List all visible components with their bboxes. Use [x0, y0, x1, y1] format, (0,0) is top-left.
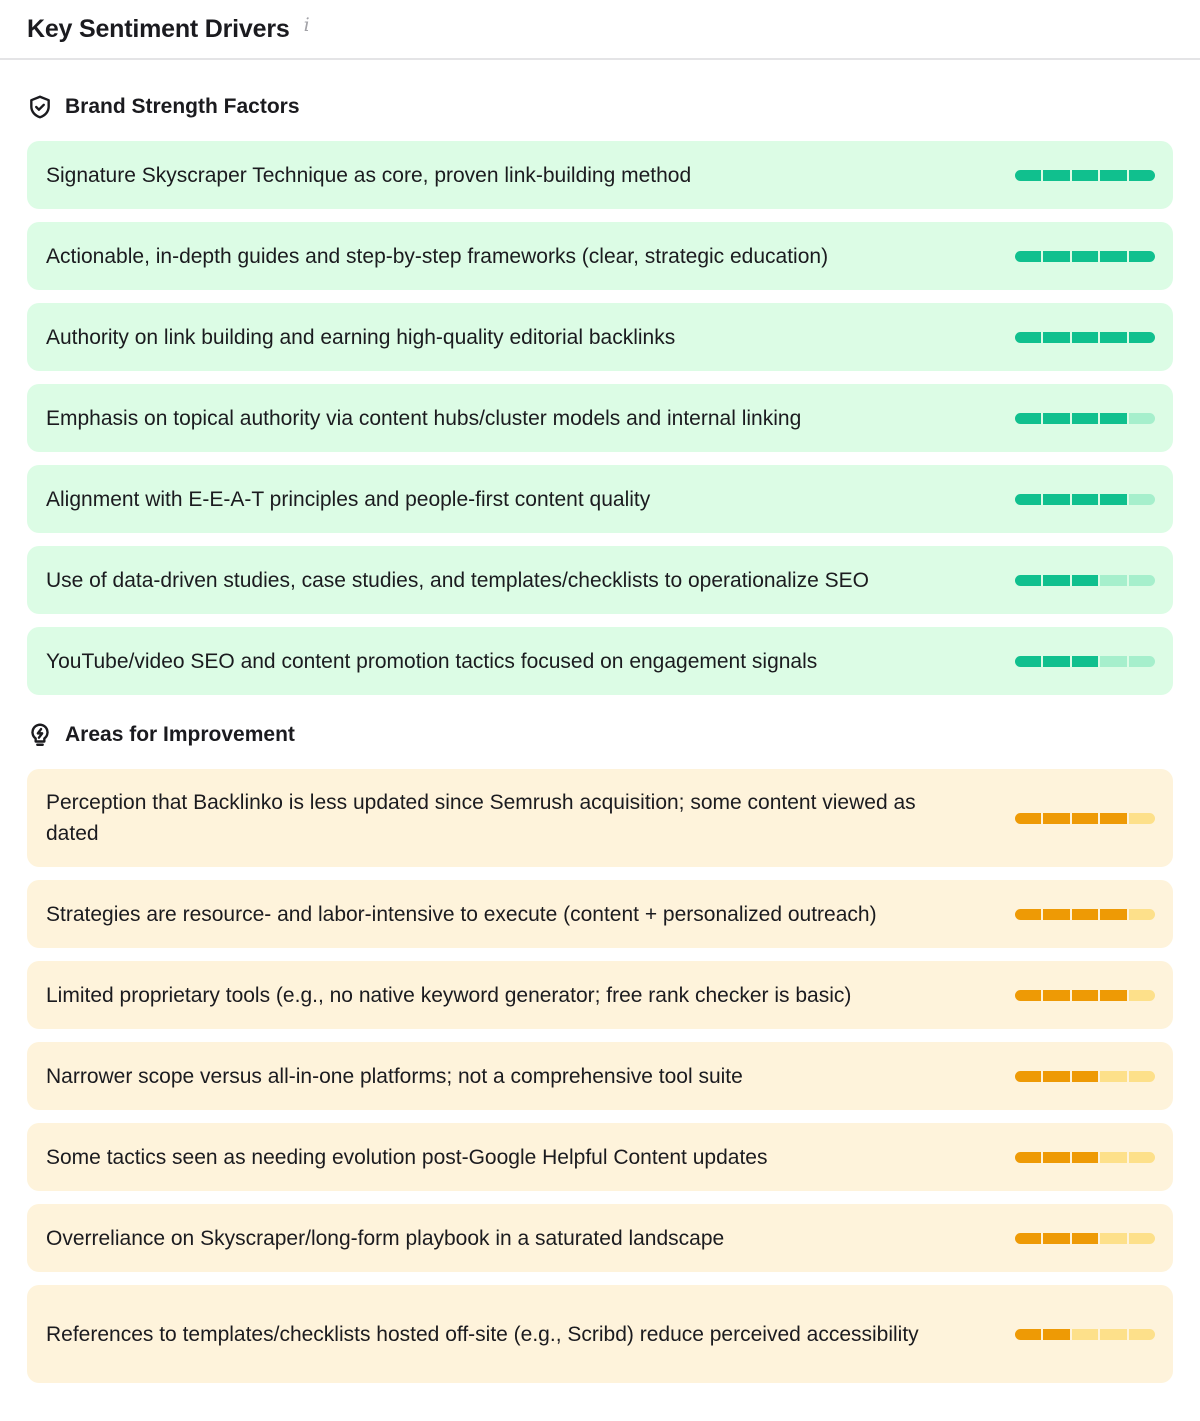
- score-bar: [1015, 909, 1155, 920]
- brand-strength-section: [0, 87, 1200, 695]
- driver-text: Actionable, in-depth guides and step-by-step frameworks (clear, strategic education): [46, 244, 829, 268]
- driver-text: YouTube/video SEO and content promotion tactics focused on engagement signals: [46, 649, 818, 673]
- score-segment: [1100, 413, 1126, 424]
- score-segment: [1072, 1071, 1098, 1082]
- score-bar: [1015, 656, 1155, 667]
- score-segment: [1072, 909, 1098, 920]
- score-segment: [1043, 494, 1069, 505]
- driver-card: [27, 303, 1173, 371]
- score-segment: [1100, 1152, 1126, 1163]
- score-bar: [1015, 1329, 1155, 1340]
- score-segment: [1043, 656, 1069, 667]
- score-segment: [1043, 332, 1069, 343]
- lightbulb-icon: [27, 722, 53, 748]
- info-icon[interactable]: i: [303, 14, 310, 36]
- page-title: Key Sentiment Drivers: [27, 14, 290, 43]
- score-bar: [1015, 575, 1155, 586]
- score-segment: [1129, 813, 1155, 824]
- score-segment: [1015, 1329, 1041, 1340]
- score-segment: [1015, 1233, 1041, 1244]
- score-segment: [1072, 990, 1098, 1001]
- score-segment: [1015, 332, 1041, 343]
- score-bar: [1015, 413, 1155, 424]
- driver-text: Narrower scope versus all-in-one platforms; not a comprehensive tool suite: [46, 1064, 743, 1088]
- driver-text: Some tactics seen as needing evolution post-Google Helpful Content updates: [46, 1145, 768, 1169]
- driver-card: [27, 222, 1173, 290]
- score-bar: [1015, 332, 1155, 343]
- score-segment: [1015, 170, 1041, 181]
- driver-card: [27, 769, 1173, 867]
- score-segment: [1072, 332, 1098, 343]
- score-bar: [1015, 813, 1155, 824]
- score-segment: [1129, 1071, 1155, 1082]
- section-title: Brand Strength Factors: [65, 95, 300, 118]
- score-segment: [1129, 1233, 1155, 1244]
- driver-card: [27, 1042, 1173, 1110]
- section-title: Areas for Improvement: [65, 723, 295, 746]
- score-segment: [1129, 909, 1155, 920]
- score-segment: [1129, 170, 1155, 181]
- score-segment: [1129, 413, 1155, 424]
- score-segment: [1043, 1071, 1069, 1082]
- score-segment: [1129, 575, 1155, 586]
- score-segment: [1072, 1233, 1098, 1244]
- score-segment: [1015, 990, 1041, 1001]
- score-segment: [1043, 813, 1069, 824]
- score-bar: [1015, 251, 1155, 262]
- score-segment: [1100, 813, 1126, 824]
- score-segment: [1015, 813, 1041, 824]
- score-segment: [1043, 990, 1069, 1001]
- score-segment: [1072, 575, 1098, 586]
- driver-text: Strategies are resource- and labor-intensive to execute (content + personalized outreach): [46, 902, 877, 926]
- score-bar: [1015, 1071, 1155, 1082]
- score-segment: [1129, 332, 1155, 343]
- score-segment: [1100, 251, 1126, 262]
- score-segment: [1100, 332, 1126, 343]
- score-segment: [1043, 1152, 1069, 1163]
- score-segment: [1100, 1329, 1126, 1340]
- score-segment: [1043, 170, 1069, 181]
- score-segment: [1129, 251, 1155, 262]
- score-segment: [1129, 1329, 1155, 1340]
- score-bar: [1015, 990, 1155, 1001]
- driver-text: References to templates/checklists hosted off-site (e.g., Scribd) reduce perceived accessibility: [46, 1322, 919, 1346]
- score-segment: [1129, 1152, 1155, 1163]
- driver-card: [27, 465, 1173, 533]
- score-segment: [1015, 1152, 1041, 1163]
- score-segment: [1100, 990, 1126, 1001]
- driver-text: Signature Skyscraper Technique as core, proven link-building method: [46, 163, 692, 187]
- score-segment: [1043, 251, 1069, 262]
- driver-text: Perception that Backlinko is less updated since Semrush acquisition; some content viewed as dated: [46, 791, 916, 845]
- score-segment: [1043, 909, 1069, 920]
- driver-text: Limited proprietary tools (e.g., no native keyword generator; free rank checker is basic): [46, 983, 852, 1007]
- score-segment: [1100, 1233, 1126, 1244]
- driver-card: [27, 384, 1173, 452]
- driver-card: [27, 1123, 1173, 1191]
- driver-text: Emphasis on topical authority via content hubs/cluster models and internal linking: [46, 406, 802, 430]
- score-segment: [1015, 251, 1041, 262]
- header: [0, 0, 1200, 60]
- score-segment: [1072, 494, 1098, 505]
- score-segment: [1072, 251, 1098, 262]
- score-segment: [1015, 413, 1041, 424]
- score-segment: [1100, 656, 1126, 667]
- score-segment: [1072, 813, 1098, 824]
- score-segment: [1129, 990, 1155, 1001]
- driver-card: [27, 880, 1173, 948]
- improvement-section: [0, 715, 1200, 1383]
- score-segment: [1043, 1233, 1069, 1244]
- driver-text: Authority on link building and earning high-quality editorial backlinks: [46, 325, 676, 349]
- score-segment: [1043, 1329, 1069, 1340]
- score-segment: [1100, 170, 1126, 181]
- score-segment: [1100, 575, 1126, 586]
- driver-card: [27, 141, 1173, 209]
- driver-card: [27, 961, 1173, 1029]
- score-segment: [1015, 494, 1041, 505]
- score-bar: [1015, 170, 1155, 181]
- score-segment: [1015, 656, 1041, 667]
- driver-text: Use of data-driven studies, case studies, and templates/checklists to operationalize SEO: [46, 568, 869, 592]
- score-segment: [1072, 656, 1098, 667]
- score-segment: [1043, 413, 1069, 424]
- driver-card: [27, 546, 1173, 614]
- driver-card: [27, 627, 1173, 695]
- score-segment: [1015, 1071, 1041, 1082]
- score-segment: [1072, 1329, 1098, 1340]
- score-segment: [1015, 575, 1041, 586]
- score-segment: [1100, 1071, 1126, 1082]
- score-segment: [1129, 494, 1155, 505]
- score-bar: [1015, 494, 1155, 505]
- driver-text: Alignment with E-E-A-T principles and people-first content quality: [46, 487, 651, 511]
- score-segment: [1015, 909, 1041, 920]
- score-segment: [1043, 575, 1069, 586]
- score-segment: [1072, 1152, 1098, 1163]
- score-segment: [1129, 656, 1155, 667]
- score-segment: [1100, 494, 1126, 505]
- score-bar: [1015, 1233, 1155, 1244]
- score-segment: [1100, 909, 1126, 920]
- score-segment: [1072, 413, 1098, 424]
- driver-card: [27, 1285, 1173, 1383]
- score-segment: [1072, 170, 1098, 181]
- driver-text: Overreliance on Skyscraper/long-form playbook in a saturated landscape: [46, 1226, 725, 1250]
- shield-check-icon: [27, 94, 53, 120]
- driver-card: [27, 1204, 1173, 1272]
- score-bar: [1015, 1152, 1155, 1163]
